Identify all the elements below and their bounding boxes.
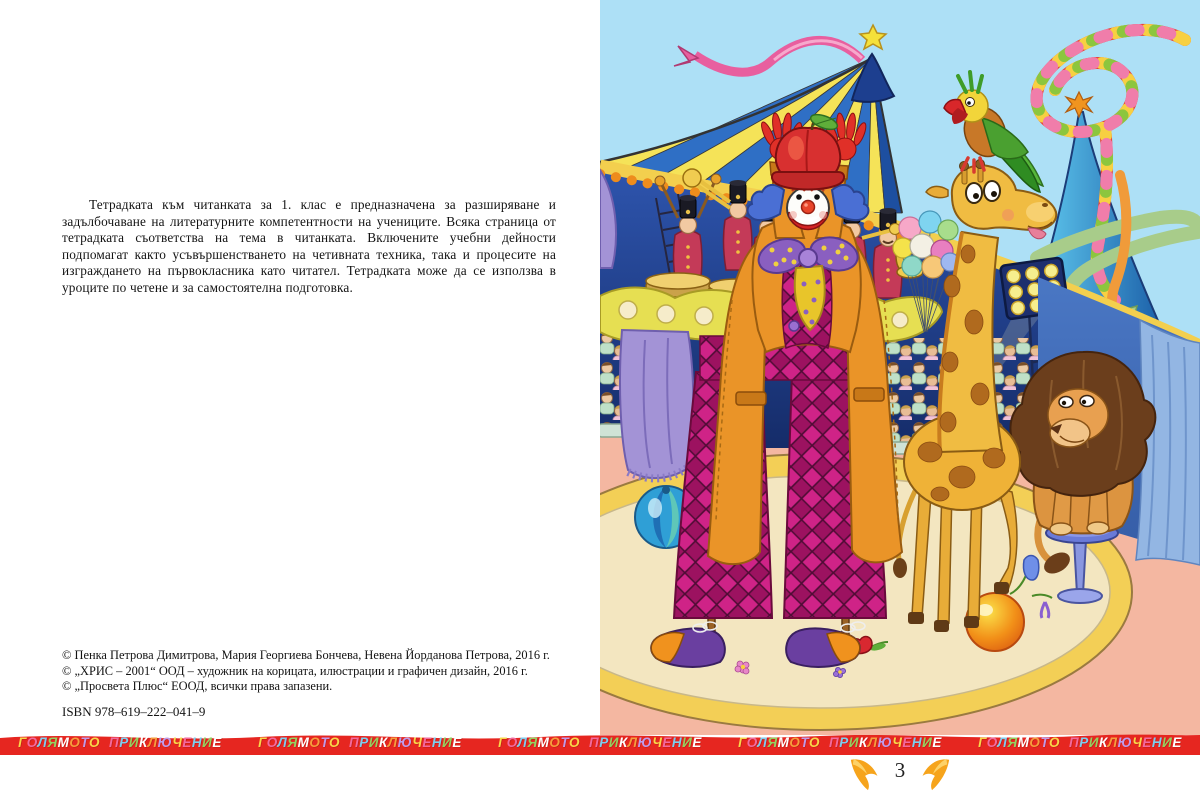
banner-phrase: ГОЛЯМОТО ПРИКЛЮЧЕНИЕ: [978, 735, 1182, 750]
intro-paragraph: Тетрадката към читанката за 1. клас е предназначена за разширяване и задълбочаване на литературните компетентности на учениците. Всяка страница от тетрадката съответства на тема в читанката. Включените учебни дейности подпомагат както усъвършенстването на четивната техника, така и процесите на изграждането на първокласника като читател. Тетрадката може да се използва в уроците по четене и за самостоятелна подготовка.: [62, 197, 556, 295]
colophon: [62, 648, 550, 695]
series-banner-text: [0, 735, 1200, 750]
copyright-line: © „Просвета Плюс“ ЕООД, всички права запазени.: [62, 679, 333, 694]
page-footer: [600, 751, 1200, 797]
circus-illustration: [600, 0, 1200, 735]
pink-flower: [735, 661, 749, 674]
footer-ornament-left: [848, 756, 886, 792]
isbn: ISBN 978–619–222–041–9: [62, 704, 206, 719]
banner-phrase: ГОЛЯМОТО ПРИКЛЮЧЕНИЕ: [18, 735, 222, 750]
footer-ornament-right: [914, 756, 952, 792]
banner-phrase: ГОЛЯМОТО ПРИКЛЮЧЕНИЕ: [498, 735, 702, 750]
page-number: 3: [894, 757, 906, 782]
bellflower: [1023, 556, 1038, 581]
copyright-line: © „ХРИС – 2001“ ООД – художник на корицата, илюстрации и графичен дизайн, 2016 г.: [62, 663, 528, 678]
banner-phrase: ГОЛЯМОТО ПРИКЛЮЧЕНИЕ: [258, 735, 462, 750]
banner-phrase: ГОЛЯМОТО ПРИКЛЮЧЕНИЕ: [738, 735, 942, 750]
copyright-line: © Пенка Петрова Димитрова, Мария Георгиева Бончева, Невена Йорданова Петрова, 2016 г.: [62, 648, 550, 662]
